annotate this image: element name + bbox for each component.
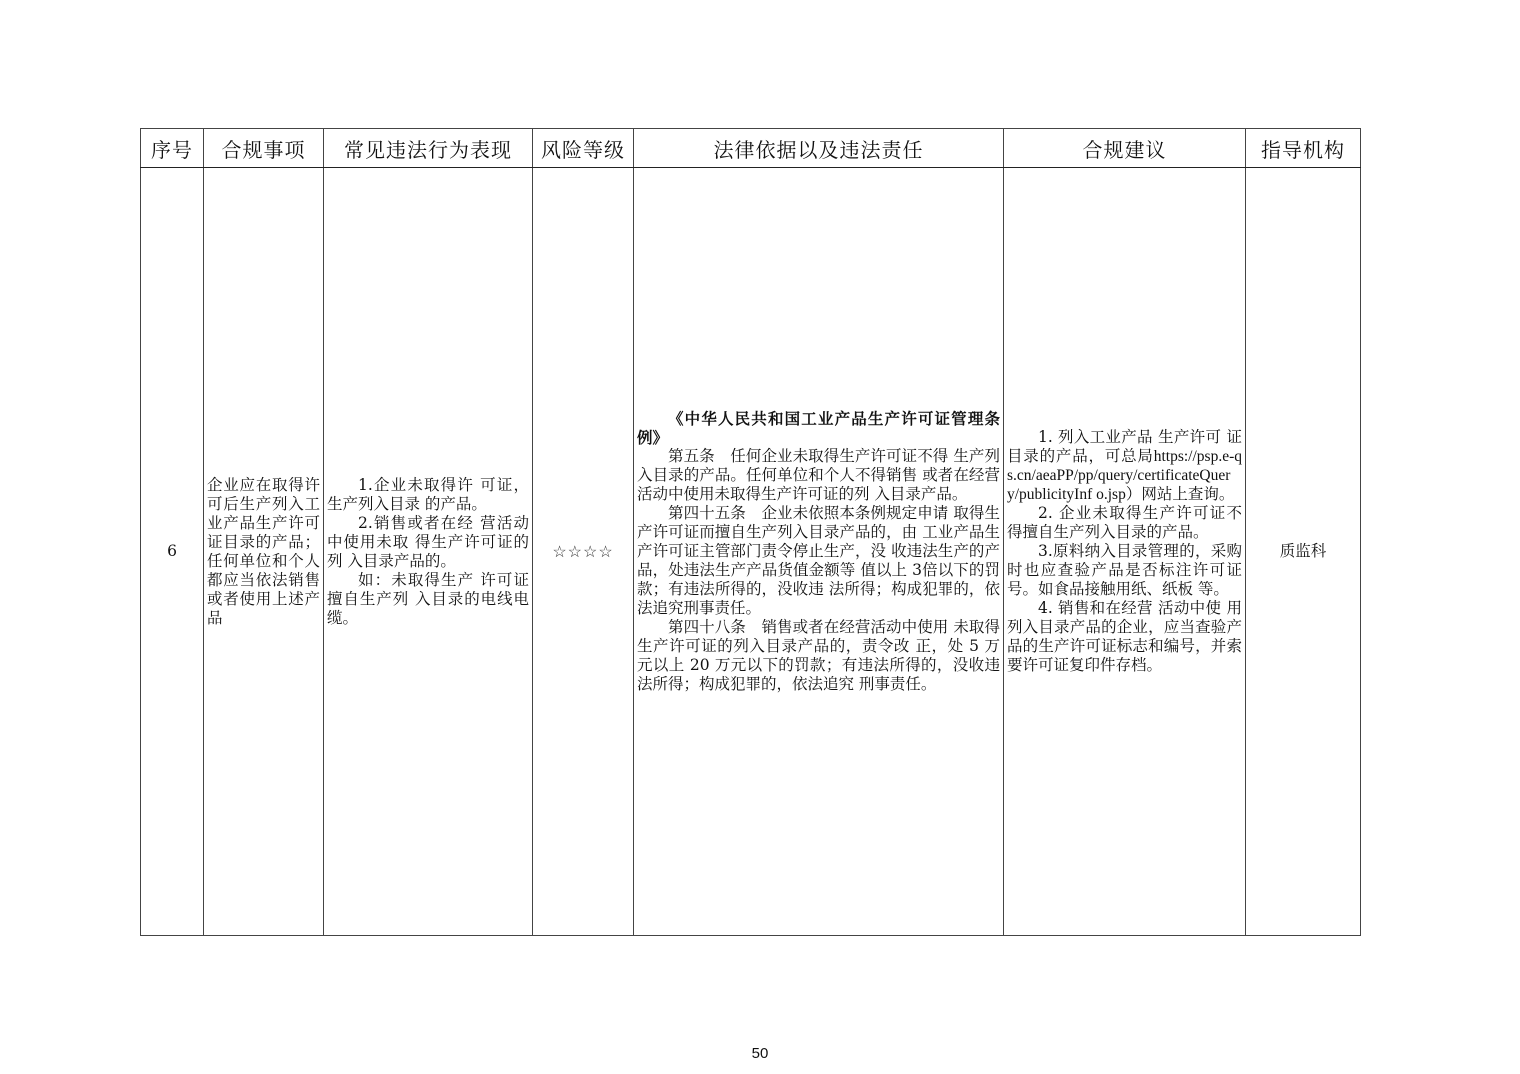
agency-name: 质监科: [1279, 542, 1327, 560]
header-item: 合规事项: [204, 129, 324, 168]
legal-title: 《中华人民共和国工业产品生产许可证管理条 例》: [637, 409, 1000, 447]
header-violations: 常见违法行为表现: [324, 129, 533, 168]
page-number: 50: [751, 1045, 769, 1062]
risk-level-cell: [533, 168, 634, 936]
legal-article-5: 第五条 任何企业未取得生产许可证不得 生产列入目录的产品。任何单位和个人不得销售 或者在经营活动中使用未取得生产许可证的列 入目录产品。: [637, 447, 1000, 503]
advice-1: [1007, 428, 1242, 504]
violation-example: 如：未取得生产 许可证擅自生产列 入目录的电线电缆。: [327, 570, 529, 627]
legal-article-48: 第四十八条 销售或者在经营活动中使用 未取得生产许可证的列入目录产品的，责令改 正，处 5 万元以上 20 万元以下的罚款；有违法所得的，没收违法所得；构成犯罪的，依法追究 刑事责任。: [637, 618, 1000, 693]
header-agency: 指导机构: [1246, 129, 1361, 168]
row-number: 6: [167, 542, 177, 560]
header-legal-basis: 法律依据以及违法责任: [634, 129, 1004, 168]
risk-level-stars: ☆☆☆☆: [552, 541, 614, 561]
advice-4: 4. 销售和在经营 活动中使 用列入目录产品的企业，应当查验产品的生产许可证标志和编号，并索要许可证复印件存档。: [1007, 599, 1242, 674]
header-advice: 合规建议: [1004, 129, 1246, 168]
advice-cell: [1004, 168, 1246, 936]
violations-cell: [324, 168, 533, 936]
compliance-table: [140, 128, 1361, 936]
advice-3: 3.原料纳入目录管理的，采购时也应查验产品是否标注许可证号。如食品接触用纸、纸板 等。: [1007, 542, 1242, 598]
advice-1-suffix: ）网站上查询。: [1125, 485, 1235, 503]
violation-1: 1.企业未取得许 可证， 生产列入目录 的产品。: [327, 475, 529, 513]
header-risk-level: 风险等级: [533, 129, 634, 168]
advice-2: 2. 企业未取得生产许可证不得擅自生产列入目录的产品。: [1007, 504, 1242, 541]
agency-cell: [1246, 168, 1361, 936]
row-number-cell: [141, 168, 204, 936]
table-row: [141, 168, 1361, 936]
advice-1-text: 1. 列入工业产品 生产许可 证目录的产品，可总局: [1007, 428, 1242, 465]
compliance-item-cell: [204, 168, 324, 936]
legal-basis-cell: [634, 168, 1004, 936]
compliance-item-text: 企业应在取得许可后生产列入工业产品生产许可证目录的产品；任何单位和个人都应当依法销售或者使用上述产品: [207, 475, 320, 627]
header-row: [141, 129, 1361, 168]
violation-2: 2.销售或者在经 营活动中使用未取 得生产许可证的列 入目录产品的。: [327, 513, 529, 570]
header-number: 序号: [141, 129, 204, 168]
advice-1-url: https://psp.e-qs.cn/aeaPP/pp/query/certificateQuery/publicityInf o.jsp: [1007, 448, 1242, 503]
legal-article-45: 第四十五条 企业未依照本条例规定申请 取得生产许可证而擅自生产列入目录产品的，由 工业产品生产许可证主管部门责令停止生产，没 收违法生产的产品，处违法生产产品货值金额等 值以上 3倍以下的罚款；有违法所得的，没收违 法所得；构成犯罪的，依法追究刑事责任。: [637, 504, 1000, 617]
